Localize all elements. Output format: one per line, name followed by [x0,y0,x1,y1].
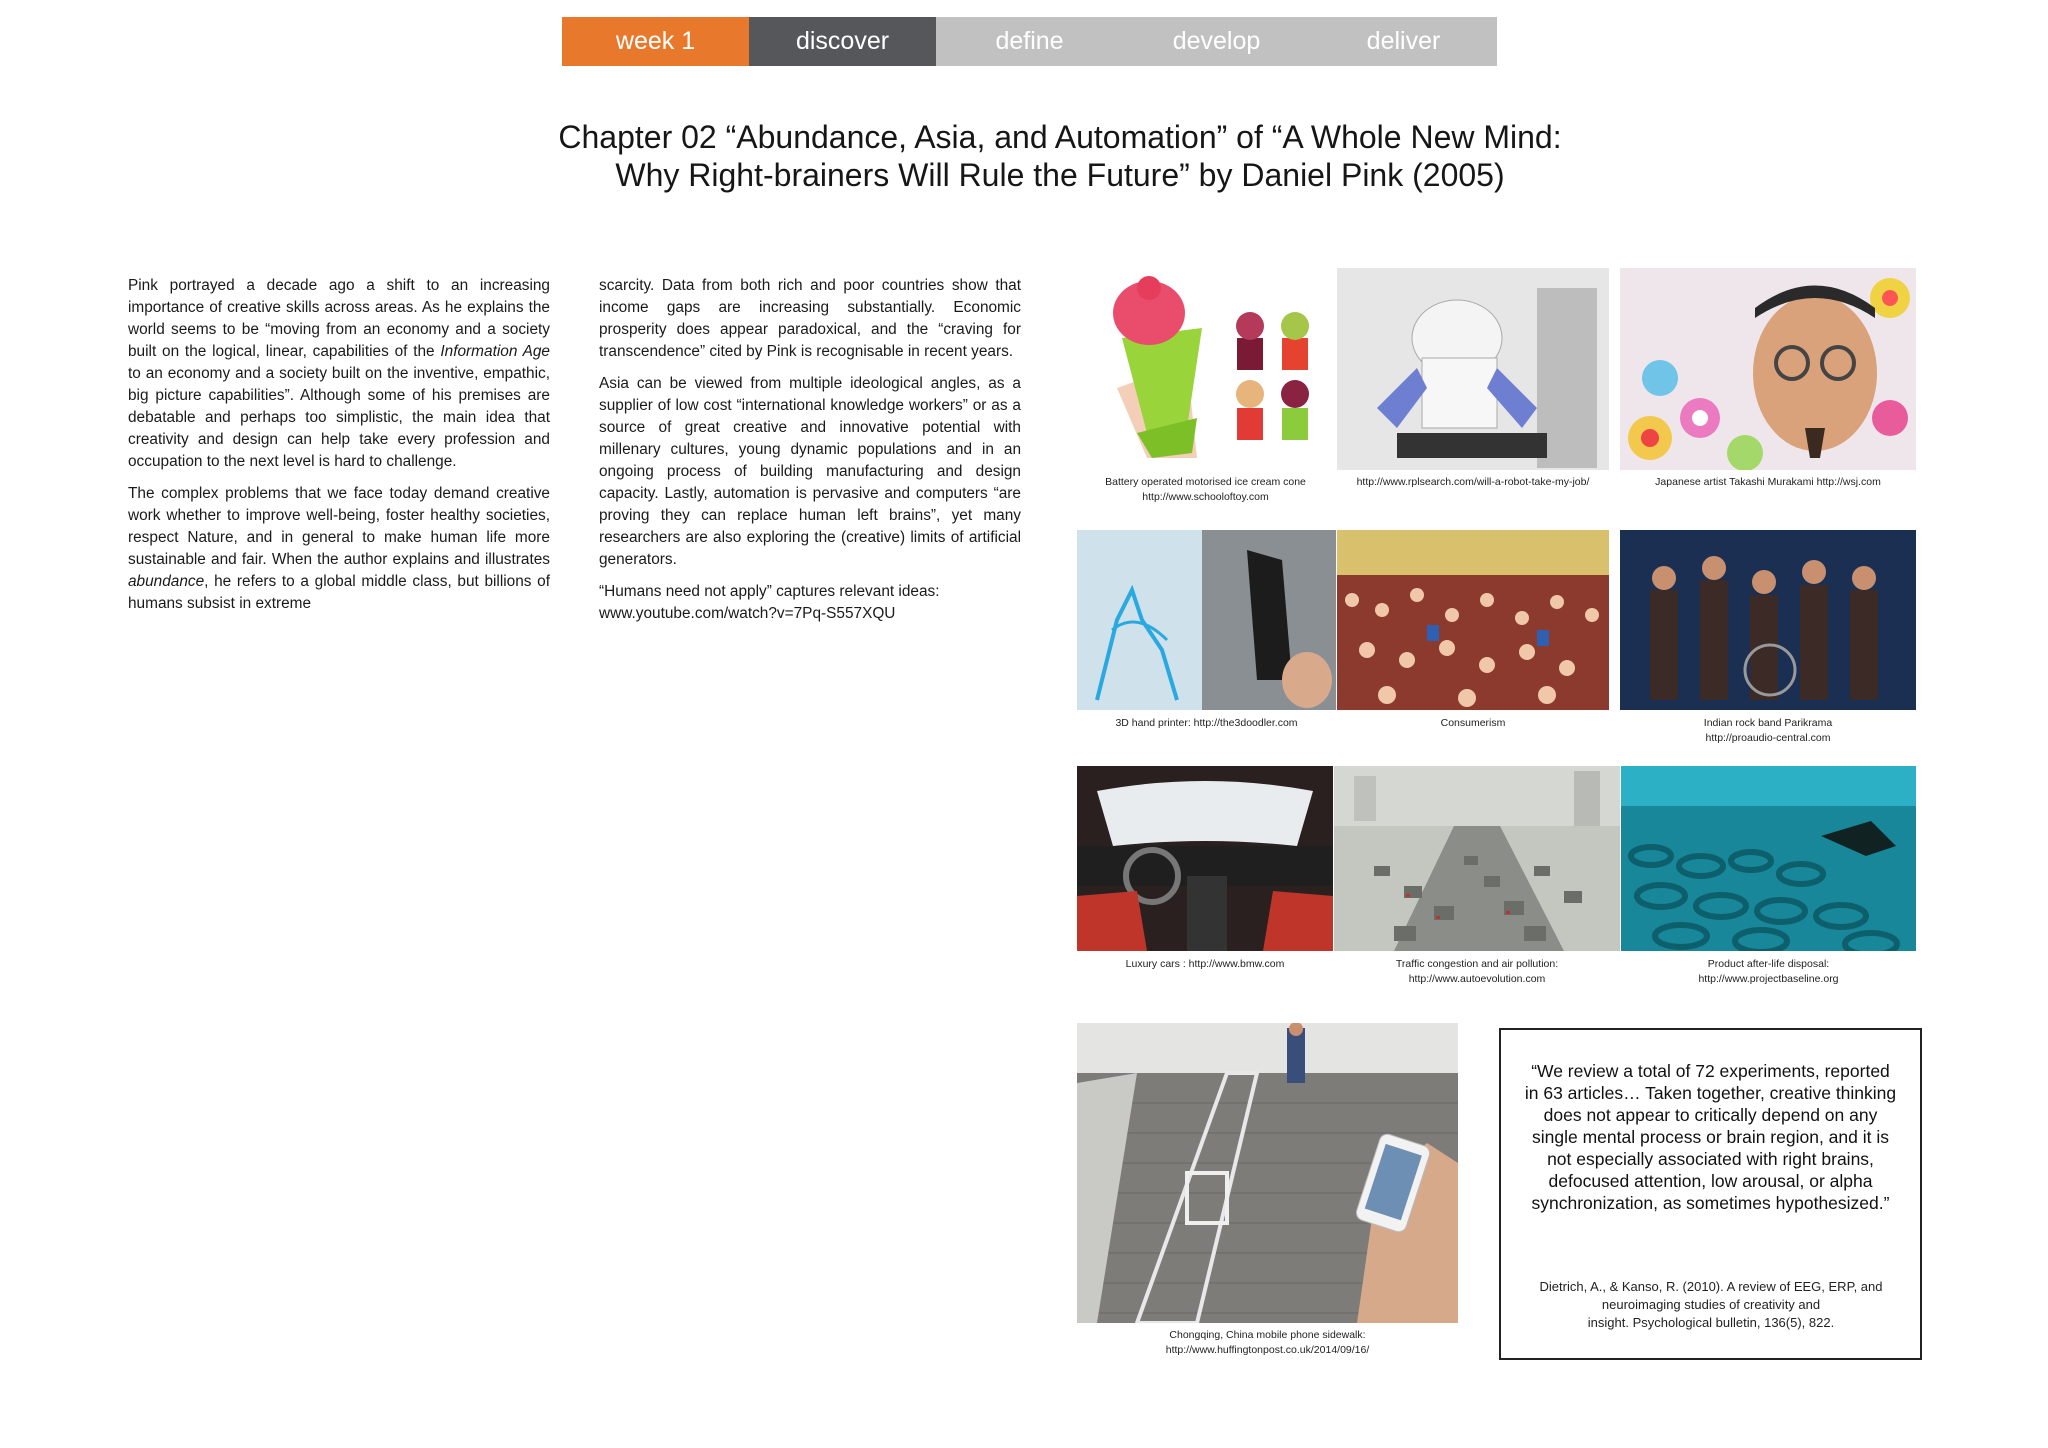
tab-discover[interactable]: discover [749,17,936,66]
consumerism-photo [1337,530,1609,710]
icecream-cone-photo [1077,268,1334,470]
caption-consumerism: Consumerism [1440,717,1506,729]
stage-nav [562,17,1497,66]
title-line-1: Chapter 02 “Abundance, Asia, and Automation” of “A Whole New Mind: [558,119,1562,155]
text-column-1 [128,275,550,625]
tab-week[interactable]: week 1 [562,17,749,66]
luxury-car-photo [1077,766,1333,951]
caption-icecream: Battery operated motorised ice cream cone http://www.schooloftoy.com [1105,476,1306,503]
traffic-photo [1334,766,1620,951]
quote-box [1499,1028,1922,1360]
tab-deliver[interactable]: deliver [1310,17,1497,66]
paragraph-4: Asia can be viewed from multiple ideological angles, as a supplier of low cost “international knowledge workers” or as a source of great creative and innovative potential with millenary cultures, young dynamic populations and in an ongoing process of building manufacturing and design capacity. Lastly, automation is pervasive and computers “are proving they can replace human left brains”, yet many researchers are also exploring the (creative) limits of artificial generators. [599,375,1021,568]
caption-disposal: Product after-life disposal: http://www.projectbaseline.org [1698,958,1839,985]
tire-reef-photo [1621,766,1916,951]
phone-sidewalk-photo [1077,1023,1458,1323]
text-column-2 [599,275,1021,635]
quote-reference: Dietrich, A., & Kanso, R. (2010). A review of EEG, ERP, and neuroimaging studies of creativity and insight. Psychological bulletin, 136(5), 822. [1539,1279,1883,1330]
caption-3d-printer: 3D hand printer: http://the3doodler.com [1115,717,1298,729]
paragraph-2: The complex problems that we face today demand creative work whether to improve well-being, foster healthy societies, respect Nature, and in general to make human life more sustainable and fair. When the author explains and illustrates abundance, he refers to a global middle class, but billions of humans subsist in extreme [128,485,550,612]
tab-define[interactable]: define [936,17,1123,66]
murakami-photo [1620,268,1916,470]
caption-phone-sidewalk: Chongqing, China mobile phone sidewalk: http://www.huffingtonpost.co.uk/2014/09/16/ [1165,1329,1370,1356]
robot-photo [1337,268,1609,470]
caption-luxury-car: Luxury cars : http://www.bmw.com [1125,958,1285,970]
rock-band-photo [1620,530,1916,710]
3d-printer-photo [1077,530,1336,710]
caption-robot: http://www.rplsearch.com/will-a-robot-take-my-job/ [1356,476,1590,488]
quote-text: “We review a total of 72 experiments, reported in 63 articles… Taken together, creative thinking does not appear to critically depend on any single mental process or brain region, and it is not especially associated with right brains, defocused attention, low arousal, or alpha synchronization, as sometimes hypothesized.” [1524,1061,1897,1213]
paragraph-3: scarcity. Data from both rich and poor countries show that income gaps are increasing substantially. Economic prosperity does appear paradoxical, and the “craving for transcendence” cited by Pink is recognisable in recent years. [599,277,1021,360]
tab-develop[interactable]: develop [1123,17,1310,66]
paragraph-5: “Humans need not apply” captures relevant ideas: www.youtube.com/watch?v=7Pq-S557XQU [599,583,940,622]
paragraph-1: Pink portrayed a decade ago a shift to an increasing importance of creative skills across areas. As he explains the world seems to be “moving from an economy and a society built on the logical, linear, capabilities of the Information Age to an economy and a society built on the inventive, empathic, big picture capabilities”. Although some of his premises are debatable and perhaps too simplistic, the main idea that creativity and design can help take every profession and occupation to the next level is hard to challenge. [128,277,550,470]
caption-murakami: Japanese artist Takashi Murakami http://wsj.com [1655,476,1881,488]
caption-rock-band: Indian rock band Parikrama http://proaudio-central.com [1703,717,1833,744]
page-title [330,118,1790,194]
caption-traffic: Traffic congestion and air pollution: http://www.autoevolution.com [1395,958,1559,985]
title-line-2: Why Right-brainers Will Rule the Future” by Daniel Pink (2005) [615,157,1505,193]
